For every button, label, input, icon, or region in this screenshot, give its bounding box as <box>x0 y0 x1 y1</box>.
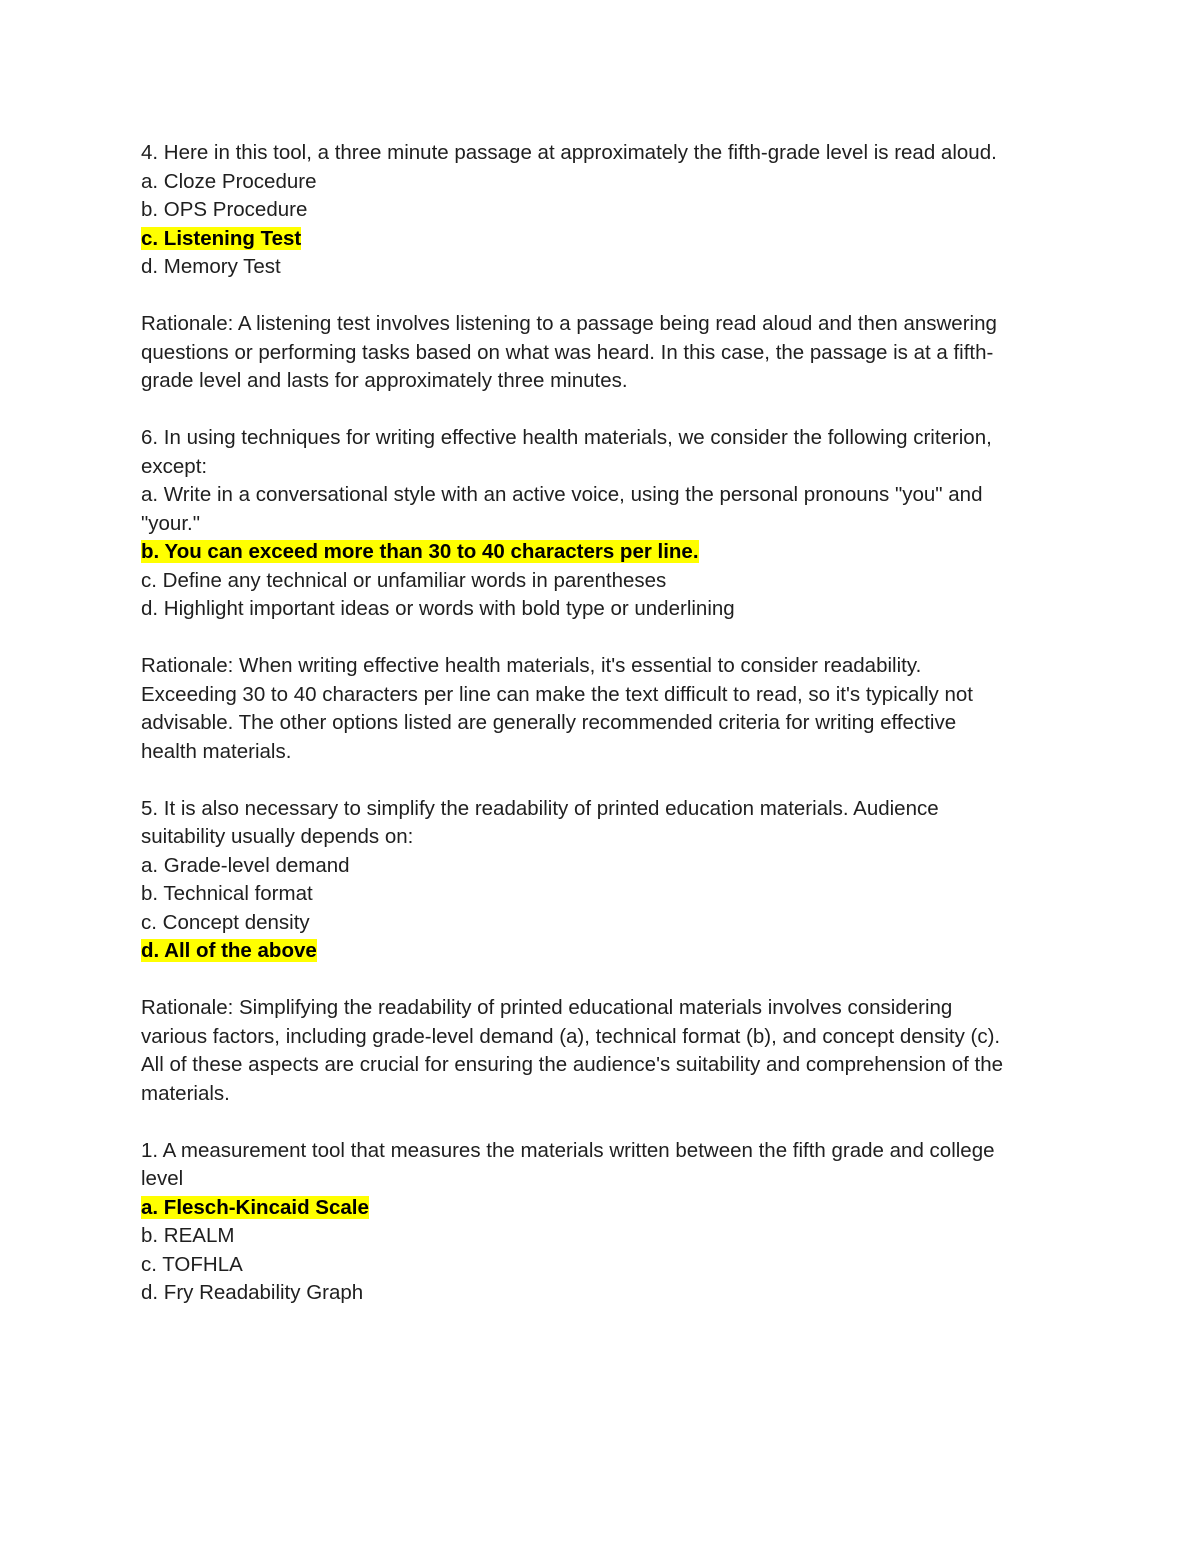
answer-option: d. Highlight important ideas or words with bold type or underlining <box>141 597 735 620</box>
rationale-text: Exceeding 30 to 40 characters per line can make the text difficult to read, so it's typically not <box>141 682 973 706</box>
answer-option: c. TOFHLA <box>141 1252 243 1276</box>
rationale-text: various factors, including grade-level demand (a), technical format (b), and concept density (c). <box>141 1024 1001 1048</box>
answer-option: d. Memory Test <box>141 255 281 278</box>
correct-answer-option: b. You can exceed more than 30 to 40 characters per line. <box>141 540 699 563</box>
blank-line <box>141 966 1061 995</box>
rationale-text: Rationale: Simplifying the readability of printed educational materials involves considering <box>141 996 953 1019</box>
rationale-text: Rationale: When writing effective health materials, it's essential to consider readability. <box>141 654 922 677</box>
rationale-text: advisable. The other options listed are generally recommended criteria for writing effective <box>141 711 957 734</box>
answer-option: b. REALM <box>141 1224 235 1247</box>
blank-line <box>141 396 1061 425</box>
question-stem: level <box>141 1167 184 1190</box>
answer-option: b. OPS Procedure <box>141 198 308 221</box>
question-stem: 6. In using techniques for writing effective health materials, we consider the following criterion, <box>141 426 992 449</box>
question-block <box>141 795 1061 1137</box>
question-stem: suitability usually depends on: <box>141 825 414 848</box>
correct-answer-option: a. Flesch-Kincaid Scale <box>141 1195 369 1219</box>
answer-option: a. Cloze Procedure <box>141 169 317 193</box>
answer-option: b. Technical format <box>141 882 313 905</box>
rationale-text: health materials. <box>141 739 292 763</box>
document-page <box>141 139 1061 1308</box>
question-block <box>141 1137 1061 1308</box>
rationale-text: materials. <box>141 1081 230 1105</box>
rationale-text: All of these aspects are crucial for ensuring the audience's suitability and comprehension of the <box>141 1053 1003 1076</box>
answer-option: d. Fry Readability Graph <box>141 1281 364 1304</box>
answer-option: a. Write in a conversational style with an active voice, using the personal pronouns "you" and <box>141 483 983 506</box>
rationale-text: Rationale: A listening test involves listening to a passage being read aloud and then answering <box>141 312 997 335</box>
blank-line <box>141 624 1061 653</box>
question-block <box>141 139 1061 424</box>
answer-option: c. Concept density <box>141 910 310 934</box>
blank-line <box>141 1108 1061 1137</box>
question-stem: except: <box>141 454 208 478</box>
question-stem: 1. A measurement tool that measures the materials written between the fifth grade and college <box>141 1138 995 1162</box>
answer-option: a. Grade-level demand <box>141 853 350 877</box>
rationale-text: questions or performing tasks based on what was heard. In this case, the passage is at a fifth- <box>141 340 994 364</box>
rationale-text: grade level and lasts for approximately three minutes. <box>141 369 628 392</box>
question-block <box>141 424 1061 795</box>
correct-answer-option: d. All of the above <box>141 939 317 962</box>
blank-line <box>141 282 1061 311</box>
correct-answer-option: c. Listening Test <box>141 226 302 250</box>
question-stem: 5. It is also necessary to simplify the readability of printed education materials. Audience <box>141 796 939 820</box>
answer-option: c. Define any technical or unfamiliar words in parentheses <box>141 568 667 592</box>
blank-line <box>141 766 1061 795</box>
answer-option: "your." <box>141 511 200 535</box>
question-stem: 4. Here in this tool, a three minute passage at approximately the fifth-grade level is read aloud. <box>141 141 997 164</box>
